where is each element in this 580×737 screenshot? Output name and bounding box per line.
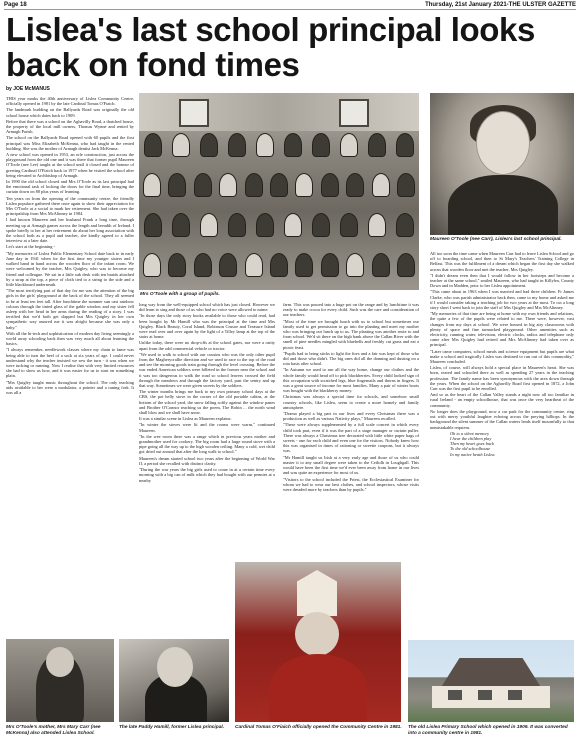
- paragraph: "I always remember, needlework classes where my chain to fame was being able to turn the heel of a sock at six years of age. I could never understand why the teacher insisted we sew the turn - it was when we were tucking or running. Now I realise that with very limited resources she had to show us how, and it was easier for us to start on something plain.: [6, 347, 134, 379]
- paragraph: "During the war years the big girls used to come in at a certain time every morning with a big can of milk which they had bought with our pennies at a nearby: [139, 467, 275, 483]
- paragraph: In 1990 the old school closed and Mrs O'Toole as its last principal had the emotional task of locking the doors for the final time, bringing the curtain down on 80 plus years of learning.: [6, 179, 134, 195]
- poem-line: I hear the children play: [450, 435, 492, 441]
- paragraph: All too soon the time came when Maureen Carr had to leave Lislea School and go off to boarding school, and then to St Mary's Teachers' Training College in Belfast. This was the fulfilment of a dream which began the first day she walked across that wooden floor and met the teacher, Mrs Quigley.: [430, 251, 574, 272]
- caption-old-school: The old Lislea Primary School which opened in 1909. It was converted into a community centre in 1981.: [408, 725, 568, 736]
- paragraph: "Mr Hamill taught us Irish at a very early age and those of us who could master it to any small degree were taken to the Ceilidh in Loughgall. This would have been the first time we'd ever been away from home in our lives and was quite an experience for most of us.: [283, 454, 419, 476]
- paragraph: Before that there was a school on the Aghavilly Road, a thatched house, the property of the local mill owners, Thomas Wynne and rented by Armagh Parish.: [6, 118, 134, 135]
- paragraph: "Mrs Quigley taught music throughout the school. The only teaching aids available to her were a modulator, a pointer and a tuning fork. It was all a: [6, 379, 134, 395]
- photo-paddy-hamill: [119, 639, 229, 722]
- paragraph: Unlike today, there were no drop-offs at the school gates, nor were a rarity apart from the odd commercial vehicle or tractor.: [139, 340, 275, 351]
- paragraph: "The most terrifying part of that day for me was the attention of the big girls in the girls' playground at the back of the school. They all seemed to be at least ten feet tall. After lunchtime the summer sun cast rainbow colours through the tinted glass of the gable window and my sister fell asleep with her head in her arms during the reading of a story. I was terrified that we'd both get slapped but Mrs Quigley in her own sympathetic way assured me it was alright because she was only a baby.": [6, 288, 134, 330]
- poem-line: Oh to a silent memory: [450, 430, 490, 436]
- paragraph: "This came about in 1963 when I was married and had three children. Fr James Clarke, who was parish administrator back then, came to my home and asked me if I would consider taking a teaching job for two years at the most. To cut a long story short I went back to join the staff of Mrs Quigley and Mrs McAlinney.: [430, 289, 574, 311]
- paragraph: I had known Maureen and her husband Frank a long time, through meeting up at Armagh games across the length and breadth of Ireland. I spoke briefly to her at her retirement do about her long association with the school both as a pupil and teacher, she kindly agreed to a fuller interview at a later date.: [6, 217, 134, 244]
- poem: [430, 431, 574, 457]
- paragraph: "My memories of Lislea Public Elementary School date back to in early June day in 1941 when for the first time my younger sisters and I walked hand in hand across the wooden floor of the infant room. We were welcomed by the teacher, Mrs Quigley, who was to become my friend and colleague. We sat in a little oak desk with ten braids attached by a strap at the top, a piece of cloth tied to a string to the side and a little blackboard underneath.: [6, 250, 134, 287]
- paragraph: The landmark building on the Ballyards Road was originally the old school house which dates back to 1909.: [6, 107, 134, 118]
- poem-line: Then my heart goes back: [450, 441, 494, 447]
- caption-paddy-hamill: The late Paddy Hamill, former Lislea principal.: [119, 725, 225, 730]
- photo-maureen-otoole: [430, 93, 574, 235]
- photo-pupils-group: [139, 93, 419, 290]
- paragraph: "In the wee room there was a range which in previous years mother and grandmother used for cookery. The big room had a large round stove with a pipe going all the way up to the high wooden ceiling. Many a cold, wet child got dried out around that after the long walk to school.": [139, 433, 275, 455]
- paragraph: And so as the heart of the Callan Valley stands a night now all too familiar in rural Ireland - an empty schoolhouse, that was once the very heartbeat of the community.: [430, 392, 574, 408]
- paragraph: "In Autumn we used to run all the way home, change our clothes and the whole family would head off to pick blackberries. Every child looked sign of this occupation with scratched legs, blue fingernails and thorns in fingers. It was a great source of income for most families. Many a pair of winter boots was bought with the blackberry money.: [283, 367, 419, 394]
- paragraph: farm. This was poured into a huge pot on the range and by lunchtime it was ready to make cocoa for every child. Such was the care and consideration of our teachers.: [283, 302, 419, 318]
- paragraph: Christmas was always a special time for schools, and somehow small country schools, like Lislea, seem to create a more homely and family atmosphere.: [283, 394, 419, 410]
- paragraph: Let's start at the beginning -: [6, 244, 55, 250]
- paragraph: "Pupils had to bring sticks to light the fires and a fair was kept of those who did and those who didn't. The big ones did all the donning and dusting on a rota basis after school.: [283, 350, 419, 367]
- paragraph: Maureen's dream started school two years after the beginning of World War II, a period she recalled with distinct clarity.: [139, 455, 275, 466]
- paragraph: "Later came computers, school meals and science equipment but pupils are what make a school and tragically Lislea was destined to run out of this commodity," Maureen concluded.: [430, 348, 574, 365]
- paragraph: "Visitors to the school included the Priest, the Ecclesiastical Examiner for whom we had to wear our best clothes, and school inspectors, whose visits were dreaded more by teachers than by pupils.": [283, 476, 419, 492]
- paragraph: Lislea, of course, will always hold a special place in Maureen's heart. She was born, reared and schooled there as well as spending 27 years in the teaching profession. The family name has been synonymous with the area down through the years. When the school on the Aghavilly Road first opened in 1872, a John Carr was the first pupil to be enrolled.: [430, 365, 574, 392]
- caption-main-photo: Mrs O'Toole with a group of pupils.: [140, 292, 220, 297]
- page-header: [4, 2, 576, 10]
- paragraph: Ten years on from the opening of the community centre, the friendly Lislea populace gathered there once again to show their appreciation for Mrs O'Toole at a social to mark her retirement. She had taken over the principalship from Mrs McAlinney in 1984.: [6, 195, 134, 217]
- paragraph: It was a similar scene in Lislea as Maureen explains:: [139, 416, 232, 422]
- caption-portrait: Maureen O'Toole (nee Carr), Lislea's last school principal.: [430, 237, 562, 242]
- paragraph: "My memories of that time are being at home with my own friends and relations, the quite a few of the pupils were related to me. There were, however, vast changes from my days at school. We were housed in big airy classrooms with plenty of space and fine tarmacked playground. Other amenities such as electricity, running water, television, electric clocks, radios and telephone only came after Mrs Quigley had retired and Mrs McAlinney had taken over as principal.: [430, 311, 574, 348]
- article-column-4: [430, 251, 574, 634]
- paragraph: long way from the well-equipped school which has just closed. However we did learn to sing and those of us who had no voice were allowed to mime.: [139, 302, 275, 313]
- paragraph: The school on the Ballyards Road opened with 60 pupils and the first principal was Miss Elizabeth McKenna, who had taught in the rented building. She was the mother of Armagh dentist Jack McKenna.: [6, 135, 134, 151]
- caption-cardinal: Cardinal Tomas O'Fiaich officially opened the Community Centre in 1981.: [235, 725, 402, 730]
- paragraph: With all the hi-tech and sophistication of modern day living seemingly a world away schooling back then was very much all about learning the basics.: [6, 330, 134, 347]
- headline: Lislea's last school principal looks back on fond times: [6, 11, 535, 83]
- paragraph: "Most of the time we brought lunch with us to school but sometimes our family used to get permission to go into the planting and meet my mother who was bringing our lunch up to us. The planting was another route to and from school. We'd sit there on the high bank above the Callan River with the smell of pine needles mingled with bluebells and freshly cut grass and eat a picnic feast.: [283, 318, 419, 350]
- paragraph: A new school was opened in 1953, an orle construction, just across the playground from the old one and it was there that former pupil Maureen O'Toole (nee Lee) taught at the school until it closed and the honour of greeting Cardinal O'Fiaich back in 1977 when he visited the school after being elevated to Archbishop of Armagh.: [6, 152, 134, 178]
- paragraph: THIS year marks the 40th anniversary of Lislea Community Centre, officially opened in 1981 by the late Cardinal Tomas O'Fiaich.: [6, 96, 134, 107]
- page-number: Page 18: [4, 2, 27, 8]
- paragraph: "In those days the only story books available to those who could read, had been bought by Mr Hamill who was the principal at the time and Mrs Quigley. Black Beauty, Coral Island, Robinson Crusoe and Treasure Island were read over and over again by the light of a Tilley lamp at the top of the stairs at home.: [139, 313, 275, 340]
- photo-old-school: [408, 640, 574, 722]
- photo-cardinal-ofiaich: [235, 562, 401, 722]
- paragraph: "In winter the stoves were lit and the rooms were warm," continued Maureen.: [139, 422, 275, 433]
- photo-mary-carr: [6, 639, 114, 722]
- paragraph: "These were always supplemented by a full scale concert in which every child took part, even if it was the part of a stage manager or curtain puller. There was always a Christmas tree decorated with little white paper bags of sweets - one for each child and even one for the visitors. Nobody knew how this was organised in times of rationing or sweetie coupons, but it always was.: [283, 422, 419, 454]
- caption-mary-carr: Mrs O'Toole's mother, Mrs Mary Carr (nee McKenna) also attended Lislea School.: [6, 725, 101, 736]
- paragraph: No longer does the playground, now a car park for the community centre, ring out with merry youthful laughter echoing across the preying hilltops. In the background the silent summer of the Callan waters lends itself mournfully to that unmistakable requiem.: [430, 408, 574, 430]
- paragraph: The winter months brings me back to my own primary school days at the CBS, the pot belly stove in the corner of the old portable cabins, at the bottom of the school yard, the snow falling softly against the window panes and Brother O'Connor teaching us the poem, The Robin ... the north wind shall blow and we shall have snow.: [139, 389, 275, 416]
- article-column-1: [6, 96, 134, 634]
- paragraph: "I didn't dream even then that I would follow in her footsteps and become a teacher at the same school," smiled Maureen, who had taught in Killylea, County Down and in Madden, prior to her Lislea appointment.: [430, 272, 574, 289]
- paragraph: "Drama played a big part in our lives and every Christmas there was a production as well as various Nativity plays," Maureen recalled.: [283, 411, 419, 422]
- poem-line: To the old schoolhouse: [450, 446, 491, 452]
- poem-line: In my native heath Lislea.: [450, 451, 496, 457]
- byline: by JOE McMANUS: [6, 86, 50, 92]
- paragraph: "We used to walk to school with our cousins who was the only other pupil from the Magherycrallie direction and we used to race to the top of the road and see the morning goods train going through the level crossing. Before the war ended American soldiers were billeted in the former near the school and it was too dangerous to walk the road so school leavers crossed the field through the meadows and through the factory yard, past the sentry and up that way. Sometimes we were given sweets by the soldiers.: [139, 351, 275, 389]
- dateline: Thursday, 21st January 2021-THE ULSTER GAZETTE: [425, 2, 576, 8]
